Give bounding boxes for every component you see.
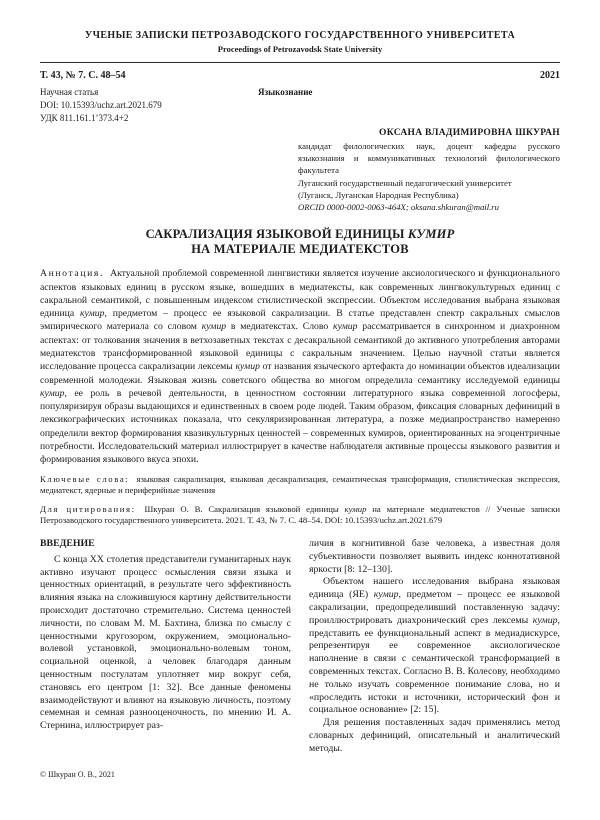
article-title-line2: НА МАТЕРИАЛЕ МЕДИАТЕКСТОВ: [191, 241, 409, 256]
author-orcid-email: ORCID 0000-0002-0063-464X; oksana.shkuran@mail.ru: [298, 202, 500, 213]
author-block: [298, 127, 560, 213]
abstract-text: Актуальной проблемой современной лингвистики является изучение аксиологического и функционального аспектов языковых единиц в русском языке, вошедших в медиатексты, как современных лингвокультурных единиц с сакральной семантикой, с повышенным индексом стилистической экспрессии. Объектом исследования выбрана языковая единица кумир, предметом – процесс ее языковой сакрализации. В статье представлен спектр сакральных смыслов эмпирического материала со словом кумир в медиатекстах. Слово кумир рассматривается в синхронном и диахронном аспектах: от толкования значения в ветхозаветных текстах с десакральной семантикой до активного употребления авторами медиатекстов трансформированной языковой единицы с сакральным значением. Целью научной статьи является исследование процесса сакрализации лексемы кумир от названия языческого артефакта до номинации объектов идеализации современной молодежи. Языковая жизнь советского общества во многом определила семантику исследуемой единицы кумир, ее роль в речевой деятельности, в ценностном состоянии литературного языка современной логосферы, популяризируя образы выдающихся и единственных в своем роде людей. Таким образом, фиксация словарных дефиниций в лексикографических источниках показала, что секуляризированная литература, а позже медиапространство намеренно определили вектор формирования квазикультурных ценностей – современных кумиров, ориентированных на эгоцентричные потребности. Исследовательский материал иллюстрирует в качестве наблюдателя активные процессы языкового развития и формирования языкового вкуса эпохи.: [40, 268, 561, 466]
author-name: ОКСАНА ВЛАДИМИРОВНА ШКУРАН: [379, 128, 560, 138]
author-location: (Луганск, Луганская Народная Республика): [298, 189, 459, 200]
keywords-label: Ключевые слова:: [40, 473, 130, 484]
paragraph: личия в когнитивной базе человека, а известная доля субъективности позволяет выявить индекс коннотативной яркости [8: 12–130].: [309, 538, 560, 575]
paragraph: С конца ХХ столетия представители гуманитарных наук активно изучают процесс осмысления связи языка и ценностных ориентаций, в результате чего эффективность влияния языка на сложившуюся картину действительности происходит достаточно стремительно. Система ценностей личности, по словам М. М. Бахтина, близка по смыслу с ценностными кругозором, окружением, эмоционально-волевой установкой, эмоционально-волевым тоном, социальной оценкой, а человек благодаря данным ценностным постулатам уплотняет мир вокруг себя, становясь его центром [1: 32]. Все данные феномены взаимодействуют и влияют на языковую личность, поэтому семемная и семная разнооценочность, по мнению И. А. Стернина, иллюстрирует раз-: [40, 553, 291, 732]
citation-text: Шкуран О. В. Сакрализация языковой единицы кумир на материале медиатекстов // Ученые записки Петрозаводского государственного университета. 2021. Т. 43, № 7. С. 48–54. DOI: 10.15393/uchz.art.2021.679: [40, 503, 560, 526]
doi: DOI: 10.15393/uchz.art.2021.679: [40, 100, 162, 110]
journal-header: [40, 30, 560, 125]
keywords: [40, 474, 560, 497]
abstract: [40, 267, 560, 466]
keywords-text: языковая сакрализация, языковая десакрализация, семантическая трансформация, стилистическая экспрессия, медиатекст, ядерные и периферийные значения: [40, 473, 561, 496]
author-university: Луганский государственный педагогический университет: [298, 177, 512, 188]
publication-year: 2021: [540, 70, 560, 81]
article-meta-row: [40, 86, 560, 99]
volume-pages: Т. 43, № 7. С. 48–54: [40, 70, 126, 81]
left-column: [40, 538, 291, 756]
citation: [40, 504, 560, 527]
udc: УДК 811.161.1’373.4+2: [40, 113, 129, 123]
abstract-label: Аннотация.: [40, 268, 104, 280]
volume-row: [40, 70, 560, 82]
article-title-line1: САКРАЛИЗАЦИЯ ЯЗЫКОВОЙ ЕДИНИЦЫ КУМИР: [145, 227, 455, 242]
citation-label: Для цитирования:: [40, 503, 136, 514]
section-label: Языкознание: [258, 87, 313, 97]
author-position: кандидат филологических наук, доцент кафедры русского языкознания и коммуникативных технологий филологического факультета: [298, 141, 560, 176]
right-column: [309, 538, 560, 756]
introduction-heading: ВВЕДЕНИЕ: [40, 538, 95, 550]
journal-title-en: Proceedings of Petrozavodsk State University: [217, 44, 383, 54]
body-columns: [40, 538, 560, 756]
copyright-notice: © Шкуран О. В., 2021: [40, 770, 115, 779]
paragraph: Объектом нашего исследования выбрана языковая единица (ЯЕ) кумир, предметом – процесс ее языковой сакрализации, предопределивший поставленную задачу: проиллюстрировать диахронический срез лексемы кумир, представить ее функциональный аспект в медиадискурсе, репрезентируя ее современное аксиологическое наполнение в связи с семантической трансформацией в современных текстах. Согласно В. В. Колесову, необходимо не только изучать современное понимание слова, но и «проследить истоки и источники, исторический фон и социальное основание» [2: 15].: [309, 576, 560, 716]
paragraph: Для решения поставленных задач применялись метод словарных дефиниций, описательный и аналитический методы.: [309, 717, 560, 754]
journal-title-ru: УЧЕНЫЕ ЗАПИСКИ ПЕТРОЗАВОДСКОГО ГОСУДАРСТВЕННОГО УНИВЕРСИТЕТА: [84, 30, 516, 41]
article-title: [40, 227, 560, 256]
article-type: Научная статья: [40, 87, 99, 97]
header-rule: [40, 62, 560, 63]
